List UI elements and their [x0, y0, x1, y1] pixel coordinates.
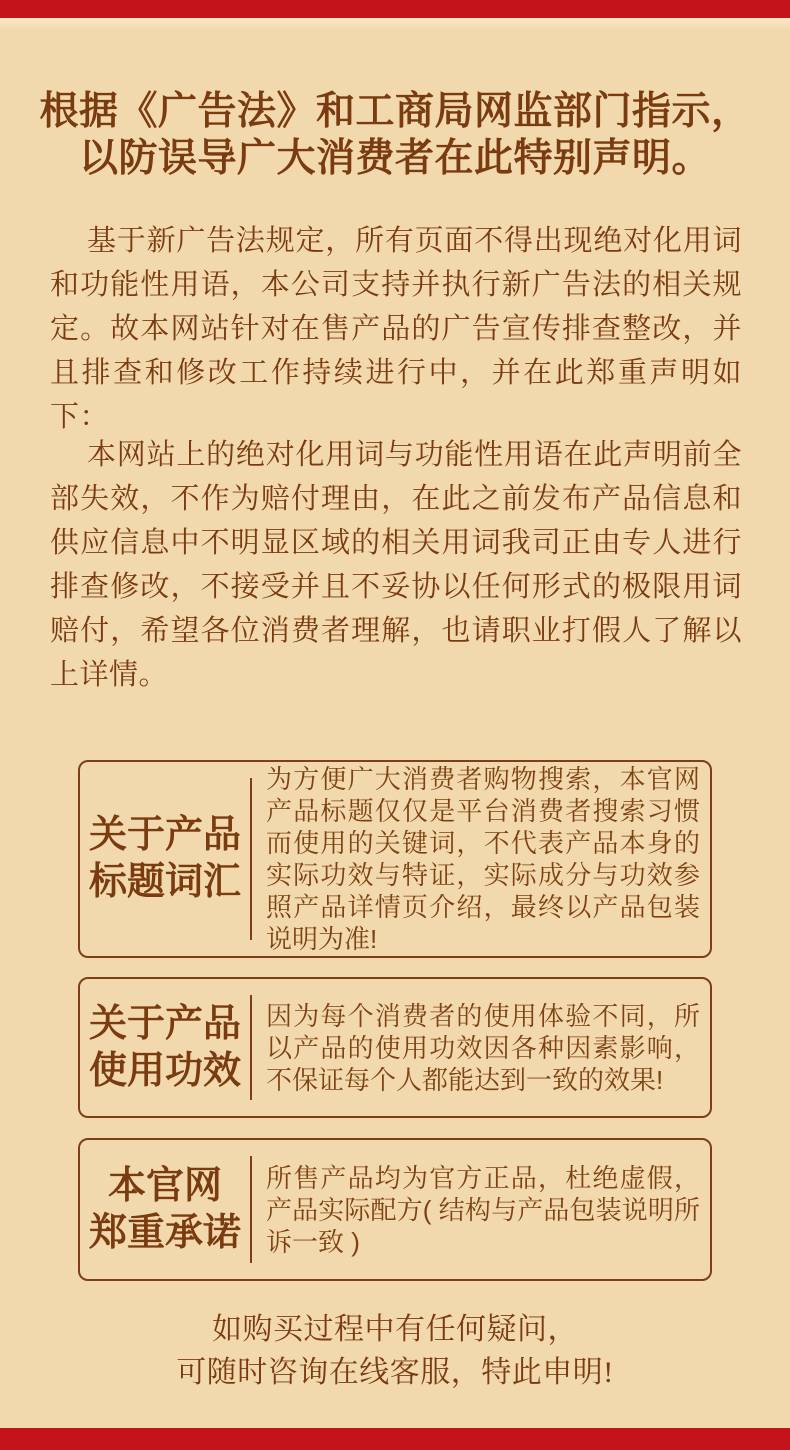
- intro-paragraph: 基于新广告法规定，所有页面不得出现绝对化用词和功能性用语，本公司支持并执行新广告法的相关规定。故本网站针对在售产品的广告宣传排查整改，并且排查和修改工作持续进行中，并在此郑重声明如下：: [50, 225, 742, 433]
- bottom-red-bar: [0, 1428, 790, 1450]
- page-title: [0, 88, 790, 182]
- box-title-line1: 关于产品: [88, 1002, 241, 1045]
- top-bar-highlight: [0, 18, 790, 30]
- box-official-promise-title: [80, 1163, 250, 1257]
- footer-line2: 可随时咨询在线客服，特此申明!: [176, 1356, 614, 1389]
- box-product-title-words-body: 为方便广大消费者购物搜索，本官网产品标题仅仅是平台消费者搜索习惯而使用的关键词，不代表产品本身的实际功效与特证，实际成分与功效参照产品详情页介绍，最终以产品包装说明为准!: [266, 764, 700, 954]
- box-official-promise-body: 所售产品均为官方正品，杜绝虚假，产品实际配方( 结构与产品包装说明所诉一致 ): [266, 1162, 700, 1257]
- footer-note: [0, 1308, 790, 1394]
- box-title-line2: 使用功效: [88, 1049, 241, 1092]
- box-product-title-words-title: [80, 812, 250, 906]
- box-title-line2: 标题词汇: [88, 861, 241, 903]
- statement-paragraph: 本网站上的绝对化用词与功能性用语在此声明前全部失效，不作为赔付理由，在此之前发布产品信息和供应信息中不明显区域的相关用词我司正由专人进行排查修改，不接受并且不妥协以任何形式的极限用词赔付，希望各位消费者理解，也请职业打假人了解以上详情。: [50, 439, 742, 691]
- box-product-effect: [78, 977, 712, 1118]
- footer-line1: 如购买过程中有任何疑问，: [212, 1313, 578, 1346]
- top-red-bar: [0, 0, 790, 18]
- box-official-promise: [78, 1138, 712, 1281]
- box-title-line1: 关于产品: [88, 814, 241, 856]
- page-title-line2: 以防误导广大消费者在此特别声明。: [78, 137, 711, 180]
- box-product-effect-title: [80, 1001, 250, 1095]
- box-title-line2: 郑重承诺: [88, 1211, 241, 1254]
- box-title-line1: 本官网: [107, 1164, 222, 1207]
- box-product-title-words: [78, 760, 712, 958]
- box-product-effect-body: 因为每个消费者的使用体验不同，所以产品的使用功效因各种因素影响，不保证每个人都能达到一致的效果!: [266, 1000, 700, 1095]
- page-title-line1: 根据《广告法》和工商局网监部门指示，: [39, 90, 751, 133]
